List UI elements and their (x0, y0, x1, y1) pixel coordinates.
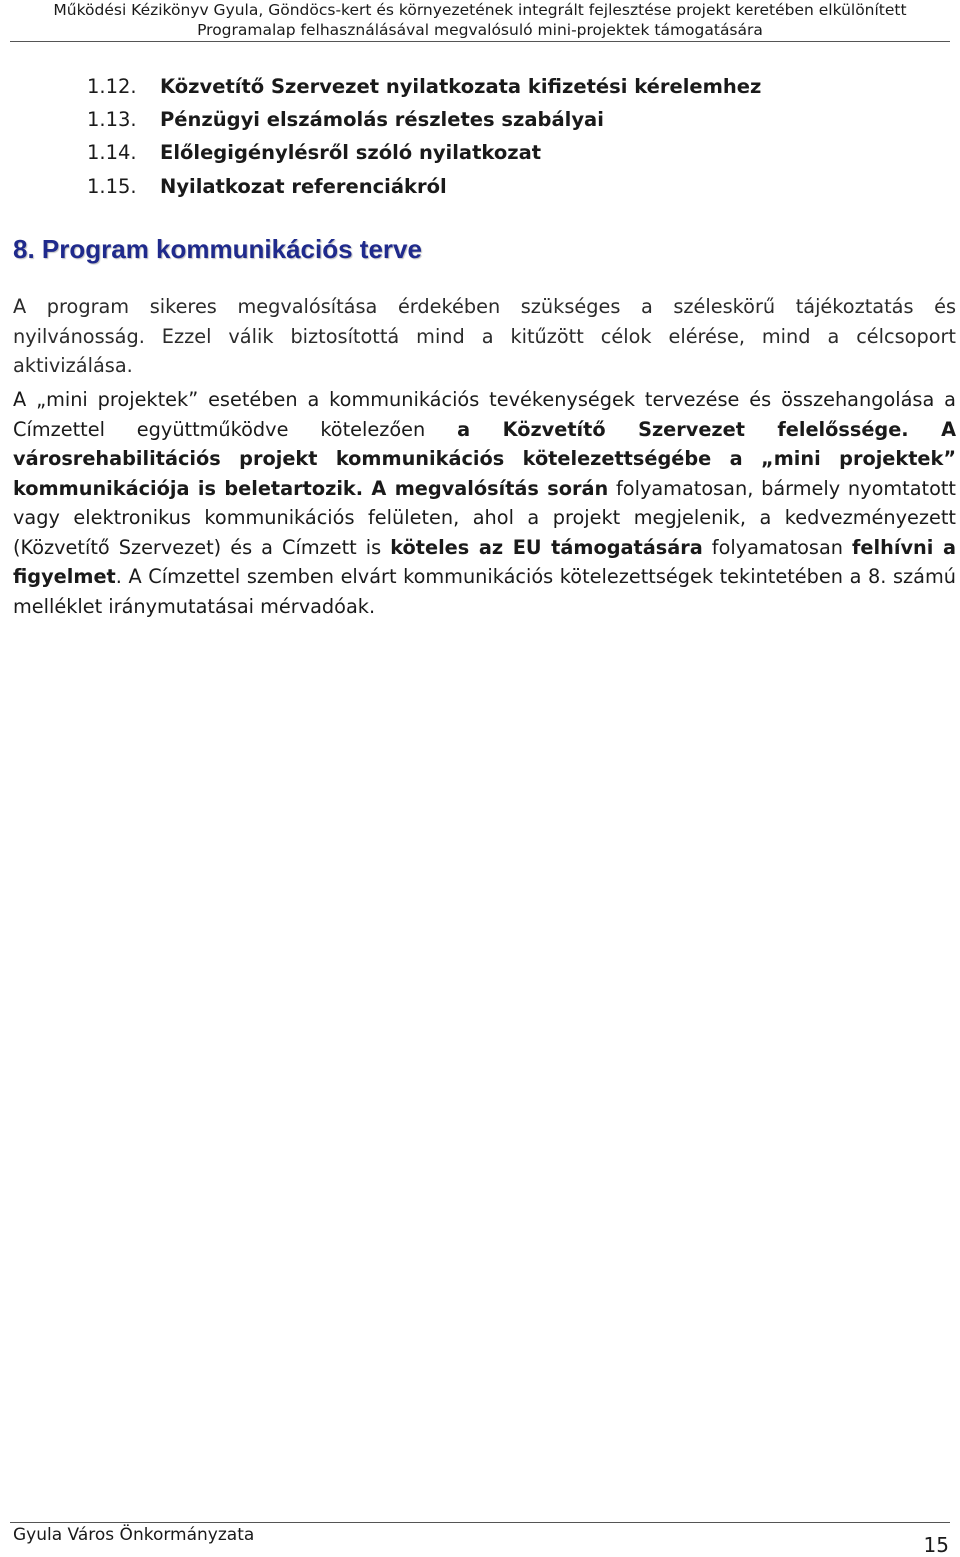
list-item-label: Pénzügyi elszámolás részletes szabályai (160, 108, 604, 132)
footer-organization: Gyula Város Önkormányzata (13, 1525, 255, 1545)
paragraph-text: . A Címzettel szemben elvárt kommunikációs kötelezettségek tekintetében a 8. számú melléklet iránymutatásai mérvadóak. (13, 565, 956, 618)
paragraph-bold-text: a Közvetítő Szervezet felelőssége. A városrehabilitációs projekt kommunikációs kötelezettségébe a „mini projektek” kommunikációja is beletartozik. A megvalósítás során (13, 417, 957, 500)
header-line-1: Működési Kézikönyv Gyula, Göndöcs-kert és környezetének integrált fejlesztése projekt keretében elkülönített (53, 1, 907, 19)
page-number: 15 (923, 1533, 949, 1557)
list-item-label: Előlegigénylésről szóló nyilatkozat (160, 141, 542, 165)
paragraph-intro: A program sikeres megvalósítása érdekében szükséges a széleskörű tájékoztatás és nyilvánosság. Ezzel válik biztosítottá mind a kitűzött célok elérése, mind a célcsoport aktivizálása. (13, 295, 956, 377)
list-item-number: 1.15. (87, 174, 137, 198)
paragraph-bold-text: köteles az EU támogatására (390, 535, 703, 559)
page-header (10, 0, 950, 42)
paragraph-communication (13, 385, 956, 621)
list-item (87, 103, 761, 136)
list-item (87, 70, 761, 103)
list-item-number: 1.14. (87, 141, 137, 165)
list-item-label: Közvetítő Szervezet nyilatkozata kifizetési kérelemhez (160, 75, 762, 98)
header-line-2: Programalap felhasználásával megvalósuló mini-projektek támogatására (197, 21, 763, 39)
section-title: 8. Program kommunikációs terve (13, 234, 422, 264)
list-item (87, 170, 761, 203)
paragraph-text: folyamatosan, bármely nyomtatott vagy elektronikus kommunikációs felületen, ahol a projekt megjelenik, a kedvezményezett (Közvetítő Szervezet) és a Címzett is (13, 476, 956, 559)
appendix-list (87, 70, 761, 203)
list-item-number: 1.12. (87, 75, 137, 98)
paragraph-text: folyamatosan (702, 535, 853, 559)
list-item-label: Nyilatkozat referenciákról (160, 174, 447, 198)
list-item-number: 1.13. (87, 108, 137, 132)
footer-divider (10, 1522, 950, 1523)
paragraph-text: A „mini projektek” esetében a kommunikációs tevékenységek tervezése és összehangolása a Címzettel együttműködve kötelezően (13, 388, 956, 441)
list-item (87, 136, 761, 169)
paragraph-bold-text: felhívni a figyelmet (13, 535, 956, 588)
